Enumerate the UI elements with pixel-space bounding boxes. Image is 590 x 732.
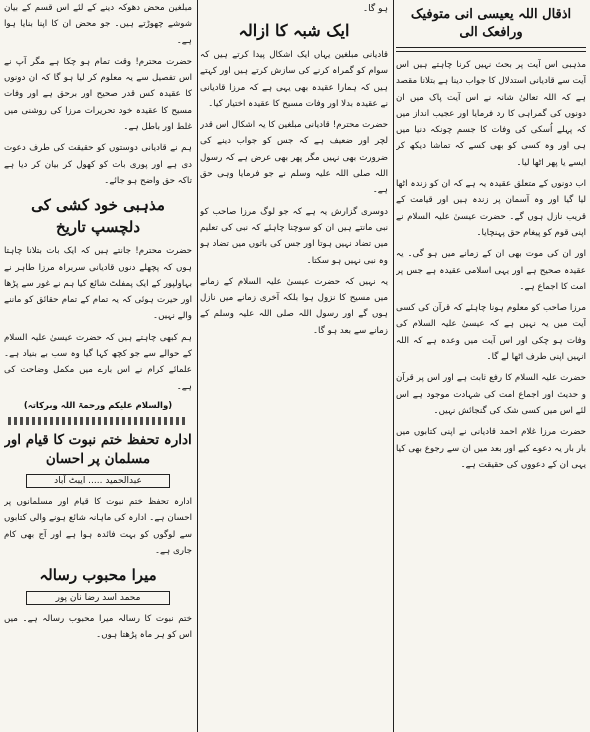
paragraph: قادیانی مبلغین یہاں ایک اشکال پیدا کرتے ہیں کہ سوام کو گمراہ کرنے کی سازش کرتے ہیں اور کہتے ہیں کہ ہمارا عقیدہ بھی یہی ہے کہ مرزا قادیانی نے عقیدہ بدلا اور وفات مسیح کا عقیدہ اختیار کیا۔ xyxy=(200,50,388,109)
closing-salutation: (والسلام علیکم ورحمۃ اللہ وبرکاتہ) xyxy=(23,400,173,411)
middle-column xyxy=(200,0,388,732)
paragraph: اور ان کی موت بھی ان کے زمانے میں ہو گی۔ یہ عقیدہ صحیح ہے اور یہی اسلامی عقیدہ ہے جس پر امت کا اجماع ہے۔ xyxy=(396,249,586,292)
author-byline: محمد اسد رضا نان پور xyxy=(26,591,170,605)
column-rule xyxy=(197,0,198,732)
paragraph: حضرت محترم! قادیانی مبلغین کا یہ اشکال اس قدر لچر اور ضعیف ہے کہ جس کو جواب دینے کی ضرورت بھی نہیں مگر پھر بھی عرض ہے کہ رسول اللہ صلی اللہ علیہ وسلم نے جو فرمایا وہی حق ہے۔ xyxy=(200,120,388,196)
paragraph: مبلغین محض دھوکہ دینے کے لئے اس قسم کے بیان شوشے چھوڑتے ہیں۔ جو محض ان کا اپنا بنایا ہوا ہے۔ xyxy=(4,3,192,46)
paragraph: ہم کبھی چاہتے ہیں کہ حضرت عیسیٰ علیہ السلام کے حوالے سے جو کچھ کہا گیا وہ سب بے بنیاد ہے۔ علمائے کرام نے اس بارے میں مکمل وضاحت کی ہے۔ xyxy=(4,332,192,392)
paragraph: حضرت محترم! وقت تمام ہو چکا ہے مگر آپ نے اس تفصیل سے یہ معلوم کر لیا ہو گا کہ ان دونوں کا عقیدہ کس قدر صحیح اور برحق ہے اور وفات مسیح کا عقیدہ خود تحریرات مرزا کی روشنی میں غلط اور باطل ہے۔ xyxy=(4,56,192,133)
paragraph: دوسری گزارش یہ ہے کہ جو لوگ مرزا صاحب کو نبی مانتے ہیں ان کو سوچنا چاہئے کہ نبی کی تعلیم میں تضاد نہیں ہوتا اور جس کی باتوں میں تضاد ہو وہ نبی نہیں ہو سکتا۔ xyxy=(200,206,388,266)
section-heading: مذہبی خود کشی کی دلچسپ تاریخ xyxy=(31,196,165,237)
left-column xyxy=(4,0,192,732)
verse-header: اذقال اللہ یعیسی انی متوفیک ورافعک الی xyxy=(410,7,572,40)
paragraph: ہم نے قادیانی دوستوں کو حقیقت کی طرف دعوت دی ہے اور پوری بات کو کھول کر بیان کر دیا ہے تاکہ حق واضح ہو جائے۔ xyxy=(4,143,192,186)
section-heading: میرا محبوب رسالہ xyxy=(39,566,157,585)
author-byline: عبدالحمید ..... ایبٹ آباد xyxy=(26,474,170,488)
right-column xyxy=(396,0,586,732)
paragraph: حضرت علیہ السلام کا رفع ثابت ہے اور اس پر قرآن و حدیث اور اجماع امت کی شہادت موجود ہے اس لئے اس میں کسی شک کی گنجائش نہیں۔ xyxy=(396,373,586,416)
paragraph: اب دونوں کے متعلق عقیدہ یہ ہے کہ ان کو زندہ اٹھا لیا گیا اور وہ آسمان پر زندہ ہیں اور قیامت کے قریب نازل ہوں گے۔ حضرت عیسیٰ علیہ السلام نے اپنی قوم کو پیغام حق پہنچایا۔ xyxy=(396,179,586,238)
paragraph: حضرت مرزا غلام احمد قادیانی نے اپنی کتابوں میں بار بار یہ دعوے کیے اور بعد میں ان سے رجوع بھی کیا یہی ان کے دعووں کی حقیقت ہے۔ xyxy=(396,427,586,470)
ornament-divider xyxy=(8,417,188,425)
paragraph: حضرت محترم! جانتے ہیں کہ ایک بات بتلانا چاہتا ہوں کہ پچھلے دنوں قادیانی سربراہ مرزا طاہر نے بہاولپور کے ایک پمفلٹ شائع کیا ہم نے غور سے پڑھا اور حیرت ہوئی کہ یہ تمام کے تمام حقائق کو ماننے والے نہیں۔ xyxy=(4,246,192,322)
paragraph: یہ نہیں کہ حضرت عیسیٰ علیہ السلام کے زمانے میں مسیح کا نزول ہوا بلکہ آخری زمانے میں نازل ہوں گے اور رسول اللہ صلی اللہ علیہ وسلم کے زمانے سے بعد ہو گا۔ xyxy=(200,276,388,336)
top-note: ہو گا۔ xyxy=(362,4,388,14)
paragraph: ادارہ تحفظ ختم نبوت کا قیام اور مسلمانوں پر احسان ہے۔ ادارہ کی ماہانہ شائع ہونے والی کتابوں سے لوگوں کو بہت فائدہ ہوا ہے اور آج بھی کام جاری ہے۔ xyxy=(4,496,192,556)
section-heading: ادارہ تحفظ ختم نبوت کا قیام اور مسلمان پر احسان xyxy=(4,431,192,467)
paragraph: مرزا صاحب کو معلوم ہونا چاہئے کہ قرآن کی کسی آیت میں یہ نہیں ہے کہ عیسیٰ علیہ السلام کی وفات ہو چکی اور اس آیت میں وعدہ ہے کہ اللہ انہیں اپنی طرف اٹھا لے گا۔ xyxy=(396,303,586,363)
divider xyxy=(396,47,586,52)
paragraph: ختم نبوت کا رسالہ میرا محبوب رسالہ ہے۔ میں اس کو ہر ماہ پڑھتا ہوں۔ xyxy=(4,614,192,641)
paragraph: مذہبی اس آیت پر بحث نہیں کرنا چاہتے ہیں اس آیت سے قادیانی استدلال کا جواب دینا ہے بتلانا مقصد ہے کہ اللہ تعالیٰ شانہ نے اس آیت پاک میں ان دونوں کی گمراہی کا رد فرمایا اور عجیب انداز میں کہ پہلے اُسکی کی وفات کا جسم چونکہ دنیا میں ہی اور وہ کسی کو بھی کسے کہ تماشا دیکھ کر ایسے یا پھر اٹھا لیا۔ xyxy=(396,60,586,168)
column-rule xyxy=(393,0,394,732)
article-heading: ایک شبہ کا ازالہ xyxy=(238,21,350,40)
